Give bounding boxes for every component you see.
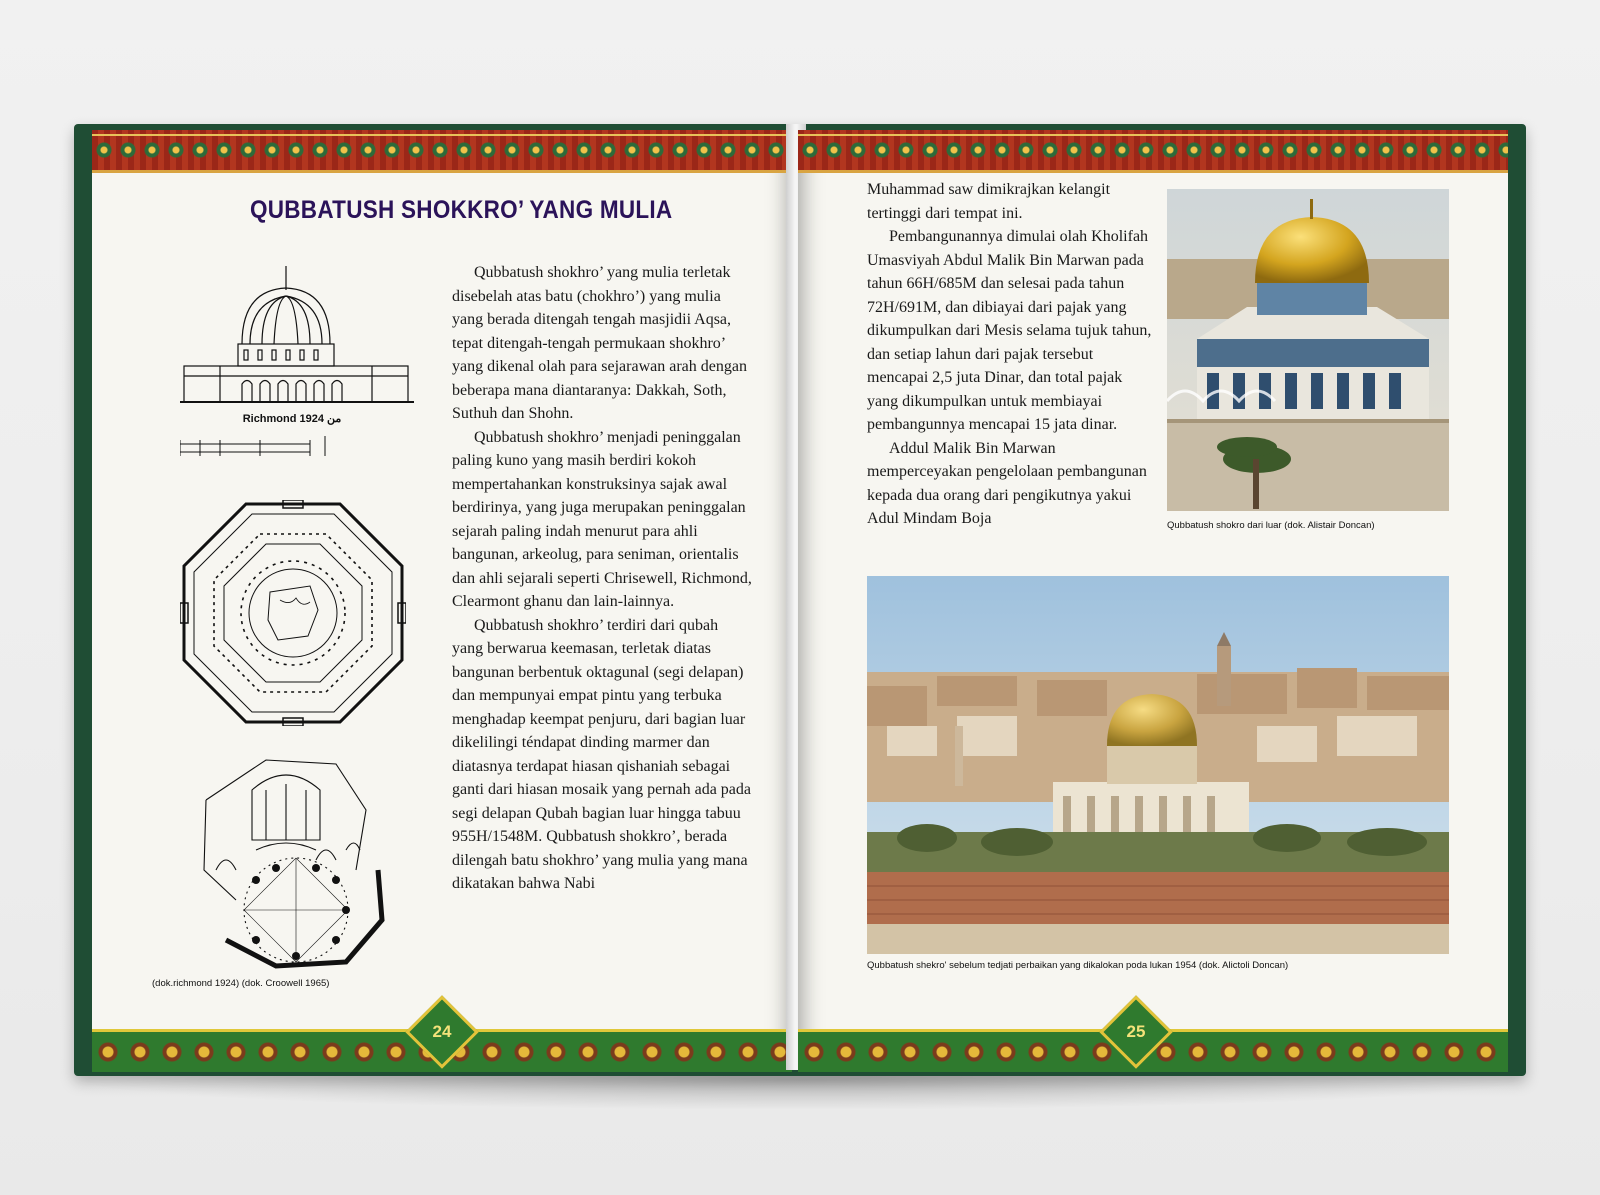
photo2-caption: Qubbatush shekro' sebelum tedjati perbaikan yang dikalokan poda lukan 1954 (dok. Alictoli Doncan) [867, 960, 1289, 971]
left-body-text [452, 261, 752, 896]
right-body-text [867, 178, 1153, 531]
page-title: QUBBATUSH SHOKKRO’ YANG MULIA [250, 196, 673, 224]
right-page [798, 130, 1508, 1072]
left-paragraph-1: Qubbatush shokhro’ yang mulia terletak disebelah atas batu (chokhro’) yang mulia yang berada ditengah tengah masjidii Aqsa, tepat ditengah-tengah permukaan shokhro’ yang dikenal olah para sejarawan arah dengan beberapa mana diantaranya: Dakkah, Soth, Suthuh dan Shohn. [452, 264, 747, 422]
page-number: 24 [432, 1022, 452, 1041]
left-paragraph-3: Qubbatush shokhro’ terdiri dari qubah yang berwarua keemasan, terletak diatas bangunan berbentuk oktagunal (segi delapan) dan mempunyai empat pintu yang terbuka menghadap keempat penjuru, dari bagian luar dikelilingi téndapat dinding marmer dan diatasnya terdapat hiasan qishaniah sebagai ganti dari hiasan mosaik yang pernah ada pada segi delapan Qubah bagian luar hingga tabuu 955H/1548M. Qubbatush shokkro’, berada dilengah batu shokhro’ yang mulia yang mana dikatakan bahwa Nabi [452, 616, 751, 892]
top-ornament-border [798, 130, 1508, 173]
page-number: 25 [1126, 1022, 1146, 1041]
drawing-caption: (dok.richmond 1924) (dok. Croowell 1965) [152, 978, 330, 989]
dome-exterior-photo [1167, 189, 1449, 511]
drawing-label: Richmond 1924 من [242, 413, 342, 425]
right-paragraph-3: Addul Malik Bin Marwan memperceyakan pengelolaan pembangunan kepada dua orang dari pengikutnya yakui Adul Mindam Boja [867, 439, 1147, 527]
right-paragraph-1: Muhammad saw dimikrajkan kelangit tertinggi dari tempat ini. [867, 181, 1111, 222]
top-ornament-border [92, 130, 792, 173]
elevation-drawing [180, 266, 418, 466]
octagon-plan-drawing [180, 500, 406, 726]
left-page [92, 130, 792, 1072]
cutaway-drawing [196, 750, 396, 970]
city-panorama-photo [867, 576, 1449, 954]
photo1-caption: Qubbatush shokro dari luar (dok. Alistair Doncan) [1167, 520, 1375, 531]
right-paragraph-2: Pembangunannya dimulai olah Kholifah Umasviyah Abdul Malik Bin Marwan pada tahun 66H/685M dan selesai pada tahun 72H/691M, dan dibiayai dari pajak yang dikumpulkan dari Mesis selama tujuk tahun, dan setiap lahun dari pajak tersebut mencapai 2,5 juta Dinar, dan total pajak yang dikumpulkan untuk membiayai pembangunnya mencapai 15 jata dinar. [867, 228, 1152, 433]
left-paragraph-2: Qubbatush shokhro’ menjadi peninggalan paling kuno yang masih berdiri kokoh mempertahankan konstruksinya sajak awal berdirinya, yang juga merupakan peninggalan sejarah paling indah menurut para ahli bangunan, arkeolug, para seniman, orientalis dan ahli sejarali seperti Chrisewell, Richmond, Clearmont ghanu dan lain-lainnya. [452, 428, 752, 610]
